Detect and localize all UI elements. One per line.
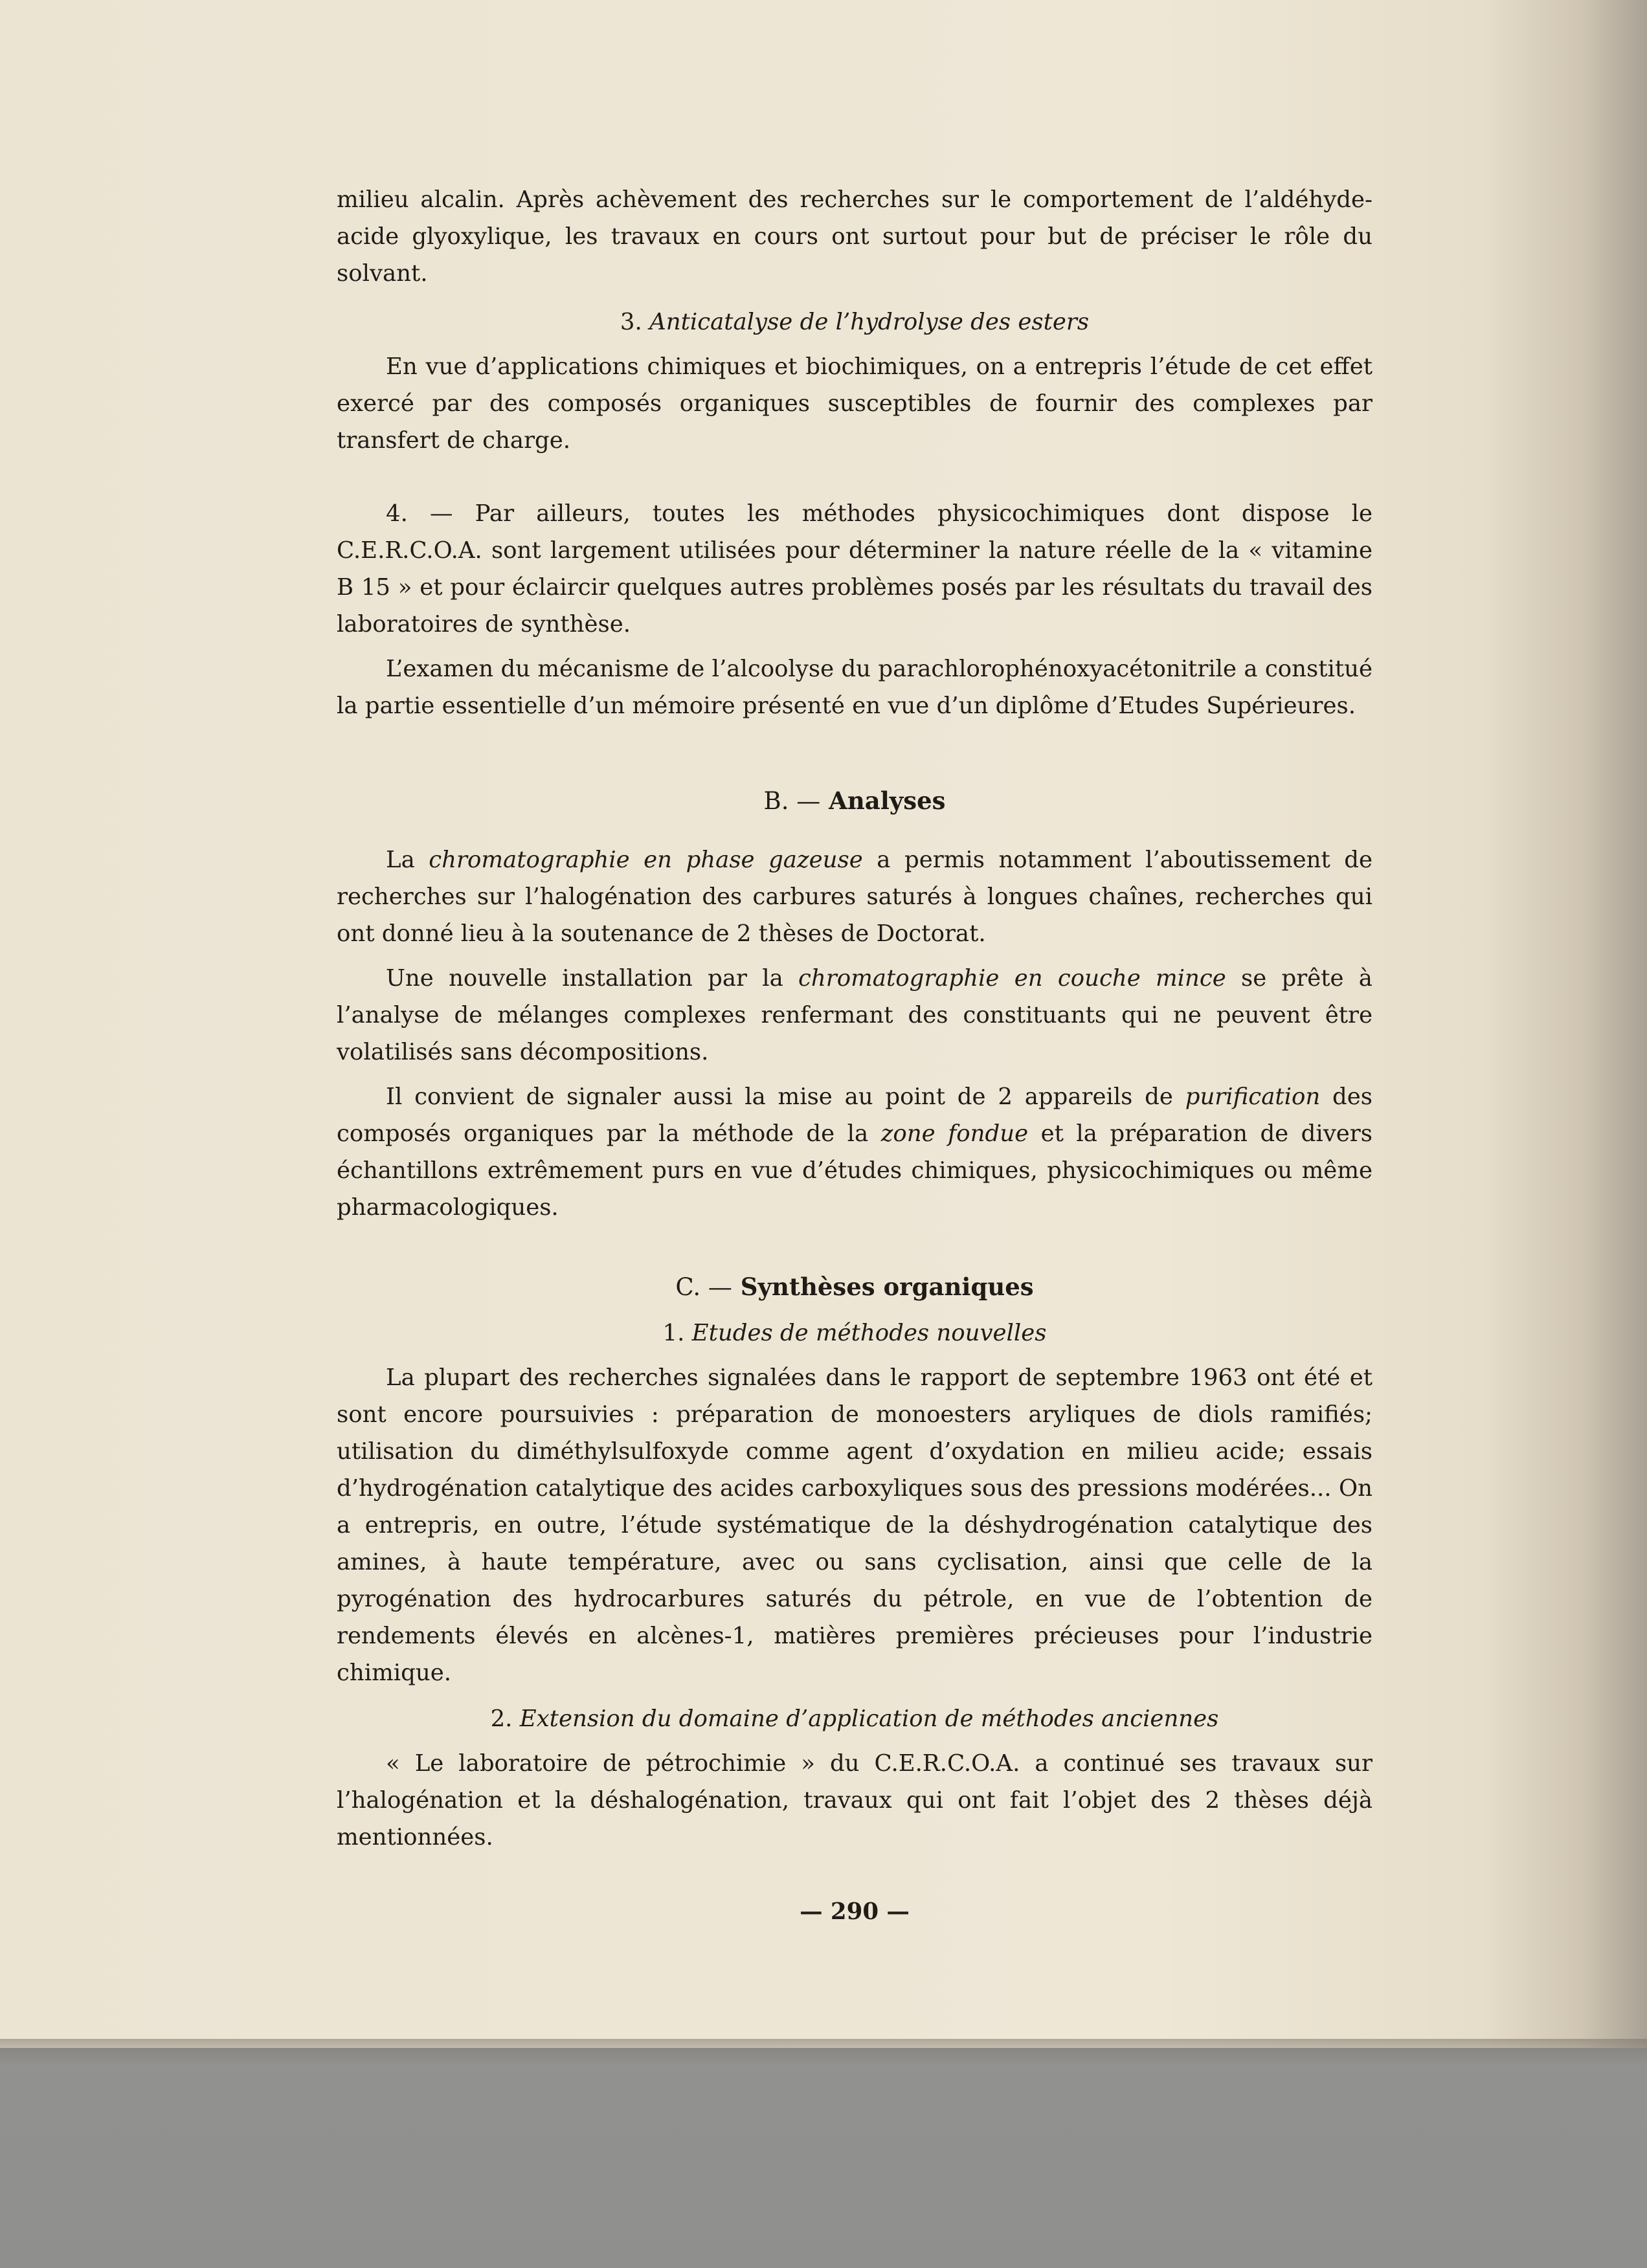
section-title: Analyses	[829, 786, 946, 815]
paragraph-couche-mince: Une nouvelle installation par la chromatographie en couche mince se prête à l’analyse de mélanges complexes renfermant des constituants qui ne peuvent être volatilisés sans décompositions.	[337, 965, 1372, 1065]
paragraph-methodes-nouvelles: La plupart des recherches signalées dans le rapport de septembre 1963 ont été et sont encore poursuivies : préparation de monoesters aryliques de diols ramifiés; utilisation du diméthylsulfoxyde comme agent d’oxydation en milieu acide; essais d’hydrogénation catalytique des acides carboxyliques sous des pressions modérées... On a entrepris, en outre, l’étude systématique de la déshydrogénation catalytique des amines, à haute température, avec ou sans cyclisation, ainsi que celle de la pyrogénation des hydrocarbures saturés du pétrole, en vue de l’obtention de rendements élevés en alcènes-1, matières premières précieuses pour l’industrie chimique.	[337, 1364, 1372, 1686]
emphasis: chromatographie en couche mince	[798, 965, 1226, 992]
text-body	[337, 181, 1372, 1930]
subsection-title: Etudes de méthodes nouvelles	[691, 1320, 1047, 1346]
subsection-title: Extension du domaine d’application de méthodes anciennes	[519, 1706, 1219, 1732]
page-number: — 290 —	[800, 1898, 910, 1925]
section-heading-c	[337, 1269, 1372, 1306]
section-letter: C. —	[675, 1273, 732, 1301]
emphasis: chromatographie en phase gazeuse	[429, 847, 863, 873]
paragraph-anticatalyse: En vue d’applications chimiques et biochimiques, on a entrepris l’étude de cet effet exercé par des composés organiques susceptibles de fournir des complexes par transfert de charge.	[337, 353, 1372, 454]
subsection-number: 3.	[620, 309, 642, 335]
subsection-title: Anticatalyse de l’hydrolyse des esters	[649, 309, 1090, 335]
subsection-heading-c2	[337, 1700, 1372, 1737]
section-heading-b	[337, 783, 1372, 819]
subsection-number: 1.	[662, 1320, 685, 1346]
continuation-paragraph: milieu alcalin. Après achèvement des recherches sur le comportement de l’aldéhyde-acide glyoxylique, les travaux en cours ont surtout pour but de préciser le rôle du solvant.	[337, 186, 1372, 287]
subsection-heading-c1	[337, 1315, 1372, 1351]
section-letter: B. —	[763, 787, 821, 815]
subsection-heading-3	[337, 304, 1372, 340]
subsection-number: 2.	[490, 1706, 513, 1732]
paragraph-chromatographie-gazeuse: La chromatographie en phase gazeuse a permis notamment l’aboutissement de recherches sur l’halogénation des carbures saturés à longues chaînes, recherches qui ont donné lieu à la soutenance de 2 thèses de Doctorat.	[337, 847, 1372, 947]
paragraph-purification: Il convient de signaler aussi la mise au point de 2 appareils de purification des composés organiques par la méthode de la zone fondue et la préparation de divers échantillons extrêmement purs en vue d’études chimiques, physicochimiques ou même pharmacologiques.	[337, 1084, 1372, 1221]
section-title: Synthèses organiques	[740, 1273, 1034, 1301]
paragraph-alcoolyse: L’examen du mécanisme de l’alcoolyse du parachlorophénoxyacétonitrile a constitué la partie essentielle d’un mémoire présenté en vue d’un diplôme d’Etudes Supérieures.	[337, 656, 1372, 719]
emphasis: purification	[1185, 1084, 1321, 1110]
paragraph-petrochimie: « Le laboratoire de pétrochimie » du C.E.R.C.O.A. a continué ses travaux sur l’halogénation et la déshalogénation, travaux qui ont fait l’objet des 2 thèses déjà mentionnées.	[337, 1750, 1372, 1851]
paragraph-section-4: 4. — Par ailleurs, toutes les méthodes physicochimiques dont dispose le C.E.R.C.O.A. sont largement utilisées pour déterminer la nature réelle de la « vitamine B 15 » et pour éclaircir quelques autres problèmes posés par les résultats du travail des laboratoires de synthèse.	[337, 500, 1372, 638]
emphasis: zone fondue	[880, 1120, 1029, 1147]
page-edge-shadow	[0, 2039, 1647, 2065]
